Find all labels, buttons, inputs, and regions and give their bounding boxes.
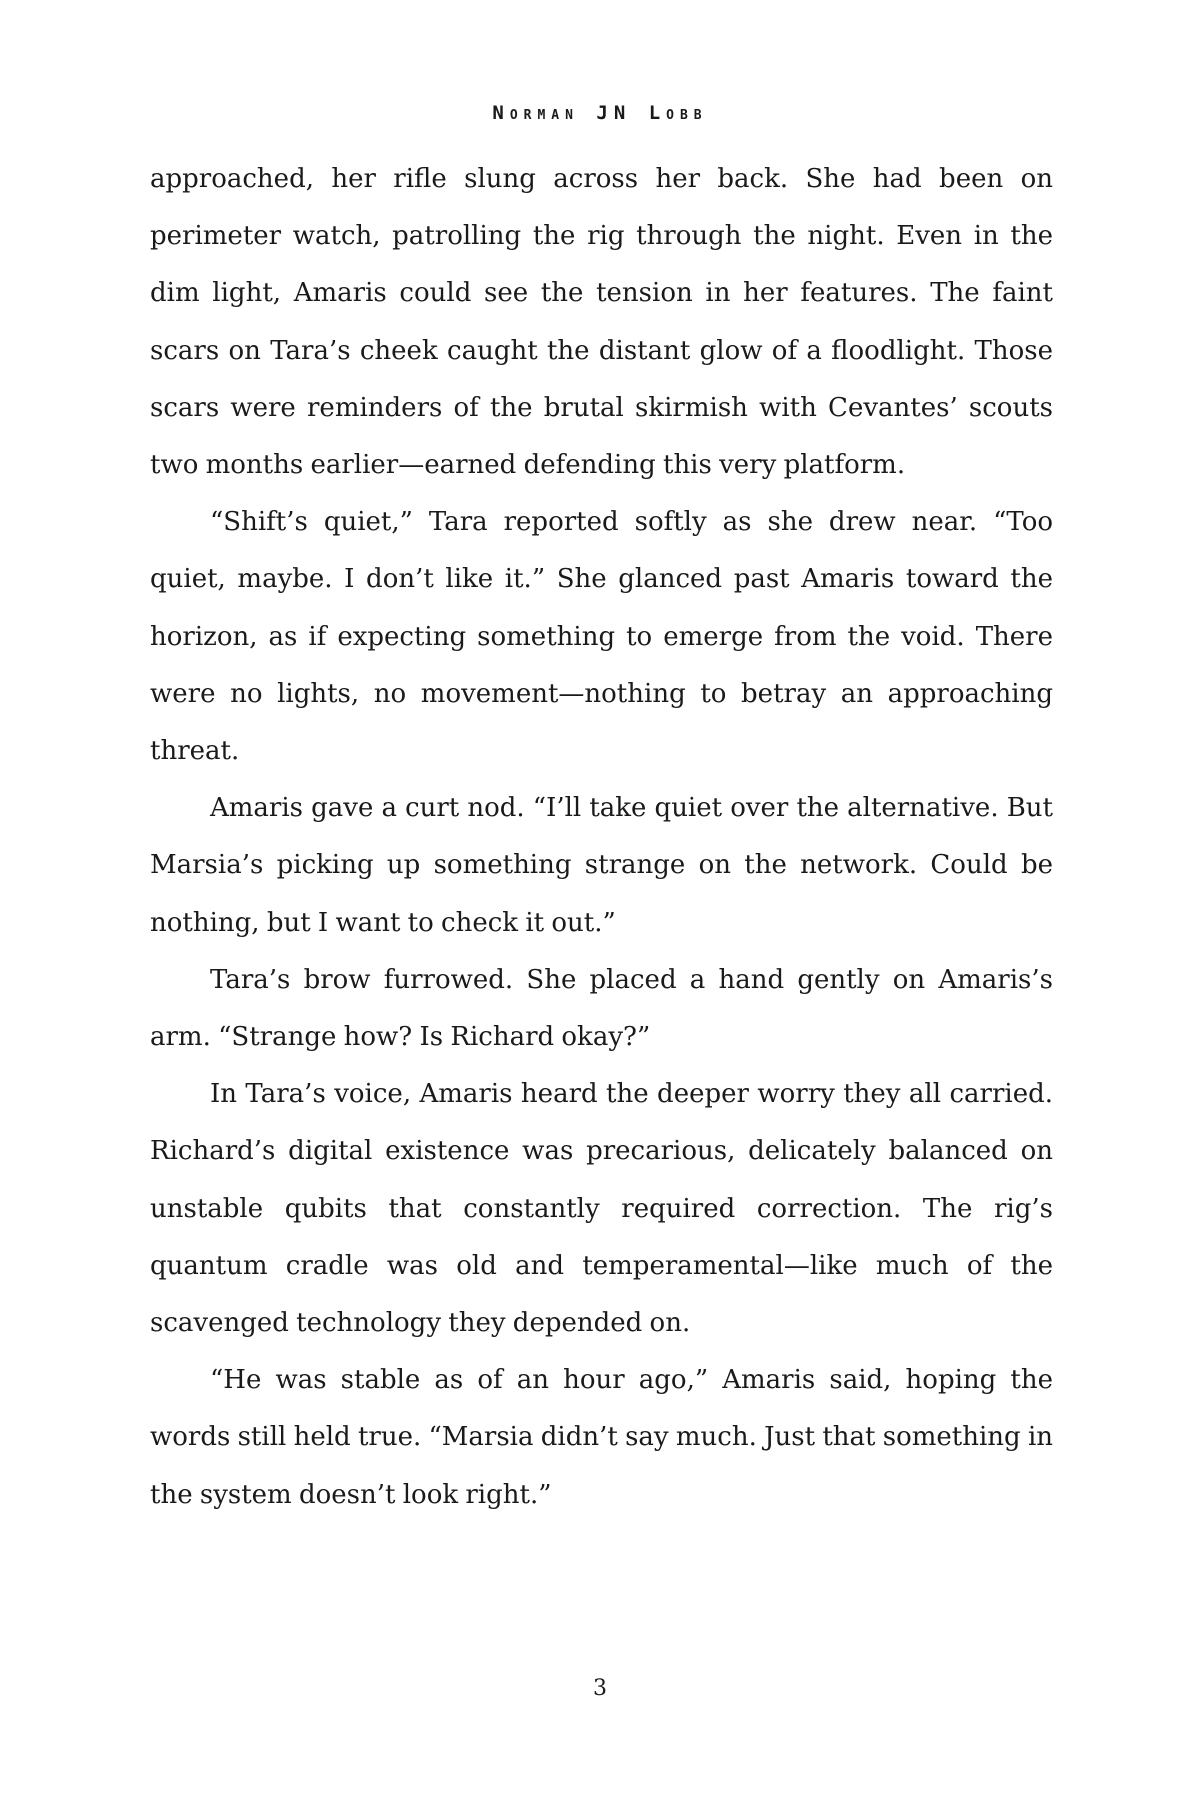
- paragraph: Amaris gave a curt nod. “I’ll take quiet over the alternative. But Marsia’s picking up something strange on the network. Could be nothing, but I want to check it out.”: [150, 793, 1053, 938]
- paragraph: Tara’s brow furrowed. She placed a hand gently on Amaris’s arm. “Strange how? Is Richard okay?”: [150, 964, 1053, 1053]
- paragraph: “Shift’s quiet,” Tara reported softly as she drew near. “Too quiet, maybe. I don’t like it.” She glanced past Amaris toward the horizon, as if expecting something to emerge from the void. There were no lights, no movement—nothing to betray an approaching threat.: [150, 507, 1053, 767]
- paragraph: “He was stable as of an hour ago,” Amaris said, hoping the words still held true. “Marsia didn’t say much. Just that something in the system doesn’t look right.”: [150, 1365, 1053, 1510]
- body-text: [150, 151, 1053, 1524]
- paragraph: In Tara’s voice, Amaris heard the deeper worry they all carried. Richard’s digital existence was precarious, delicately balanced on unstable qubits that constantly required correction. The rig’s quantum cradle was old and temperamental—like much of the scavenged technology they depended on.: [150, 1079, 1053, 1339]
- running-header-author: Norman JN Lobb: [492, 102, 708, 124]
- paragraph-continuation: approached, her rifle slung across her back. She had been on perimeter watch, patrolling the rig through the night. Even in the dim light, Amaris could see the tension in her features. The faint scars on Tara’s cheek caught the distant glow of a floodlight. Those scars were reminders of the brutal skirmish with Cevantes’ scouts two months earlier—earned defending this very platform.: [150, 164, 1053, 481]
- page-number: 3: [593, 1676, 607, 1701]
